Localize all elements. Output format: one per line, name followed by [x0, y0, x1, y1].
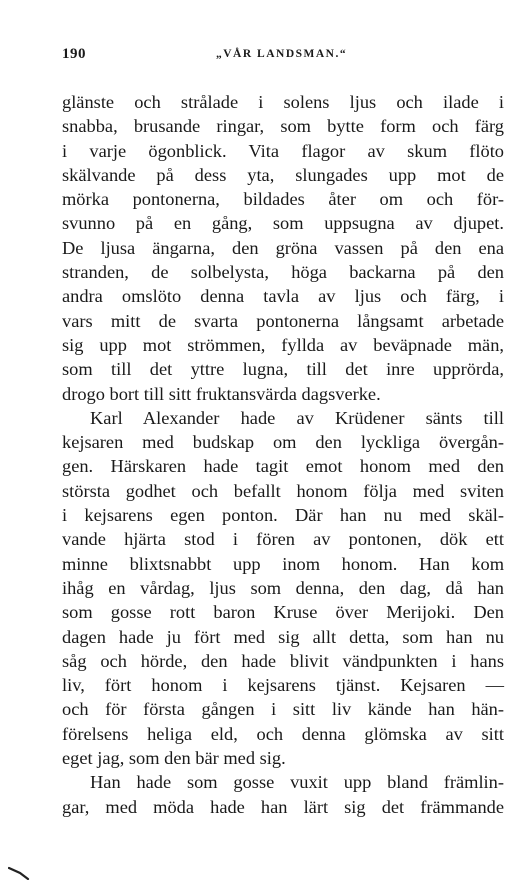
text-line: som gosse rott baron Kruse över Merijoki. Den	[62, 602, 504, 623]
text-line: glänste och strålade i solens ljus och ilade i	[62, 92, 504, 112]
text-line: stranden, de solbelysta, höga backarna på den	[62, 262, 504, 283]
text-line: snabba, brusande ringar, som bytte form och färg	[62, 116, 504, 137]
running-title: „VÅR LANDSMAN.“	[216, 48, 348, 60]
text-line: i varje ögonblick. Vita flagor av skum flöto	[62, 140, 504, 161]
text-line: vande hjärta stod i fören av pontonen, dök ett	[62, 529, 504, 550]
text-line: mörka pontonerna, bildades åter om och för-	[62, 189, 504, 210]
text-line: kejsaren med budskap om den lyckliga övergån-	[62, 432, 504, 453]
text-line: dagen hade ju fört med sig allt detta, som han nu	[62, 626, 504, 647]
text-line: skälvande på dess yta, slungades upp mot de	[62, 164, 504, 185]
text-line: såg och hörde, den hade blivit vändpunkten i hans	[62, 650, 504, 671]
text-line: i kejsarens egen ponton. Där han nu med skäl-	[62, 505, 504, 526]
text-line: ihåg en vårdag, ljus som denna, den dag, då han	[62, 577, 504, 598]
text-line: eget jag, som den bär med sig.	[62, 748, 286, 769]
text-line: liv, fört honom i kejsarens tjänst. Kejsaren —	[62, 675, 504, 696]
text-line: förelsens heliga eld, och denna glömska av sitt	[62, 723, 504, 744]
text-line: vars mitt de svarta pontonerna långsamt arbetade	[62, 310, 504, 331]
text-line: gen. Härskaren hade tagit emot honom med den	[62, 456, 504, 477]
scan-mark-icon	[8, 866, 30, 880]
text-line: största godhet och befallt honom följa med sviten	[62, 480, 504, 501]
text-line: och för första gången i sitt liv kände han hän-	[62, 699, 504, 720]
text-line: De ljusa ängarna, den gröna vassen på den ena	[62, 237, 504, 258]
text-line: svunno på en gång, som uppsugna av djupet.	[62, 213, 504, 234]
text-line: andra omslöto denna tavla av ljus och färg, i	[62, 286, 504, 307]
text-line: drogo bort till sitt fruktansvärda dagsverke.	[62, 383, 381, 404]
text-line: sig upp mot strömmen, fyllda av beväpnade män,	[62, 334, 504, 355]
page-number: 190	[62, 46, 86, 62]
text-line: Karl Alexander hade av Krüdener sänts till	[90, 407, 504, 428]
text-line: som till det yttre lugna, till det inre upprörda,	[62, 359, 504, 380]
text-line: Han hade som gosse vuxit upp bland främlin-	[90, 772, 504, 793]
page-header	[62, 46, 502, 70]
text-line: gar, med möda hade han lärt sig det främmande	[62, 796, 504, 817]
text-line: minne blixtsnabbt upp inom honom. Han kom	[62, 553, 504, 574]
body-text	[62, 90, 504, 819]
